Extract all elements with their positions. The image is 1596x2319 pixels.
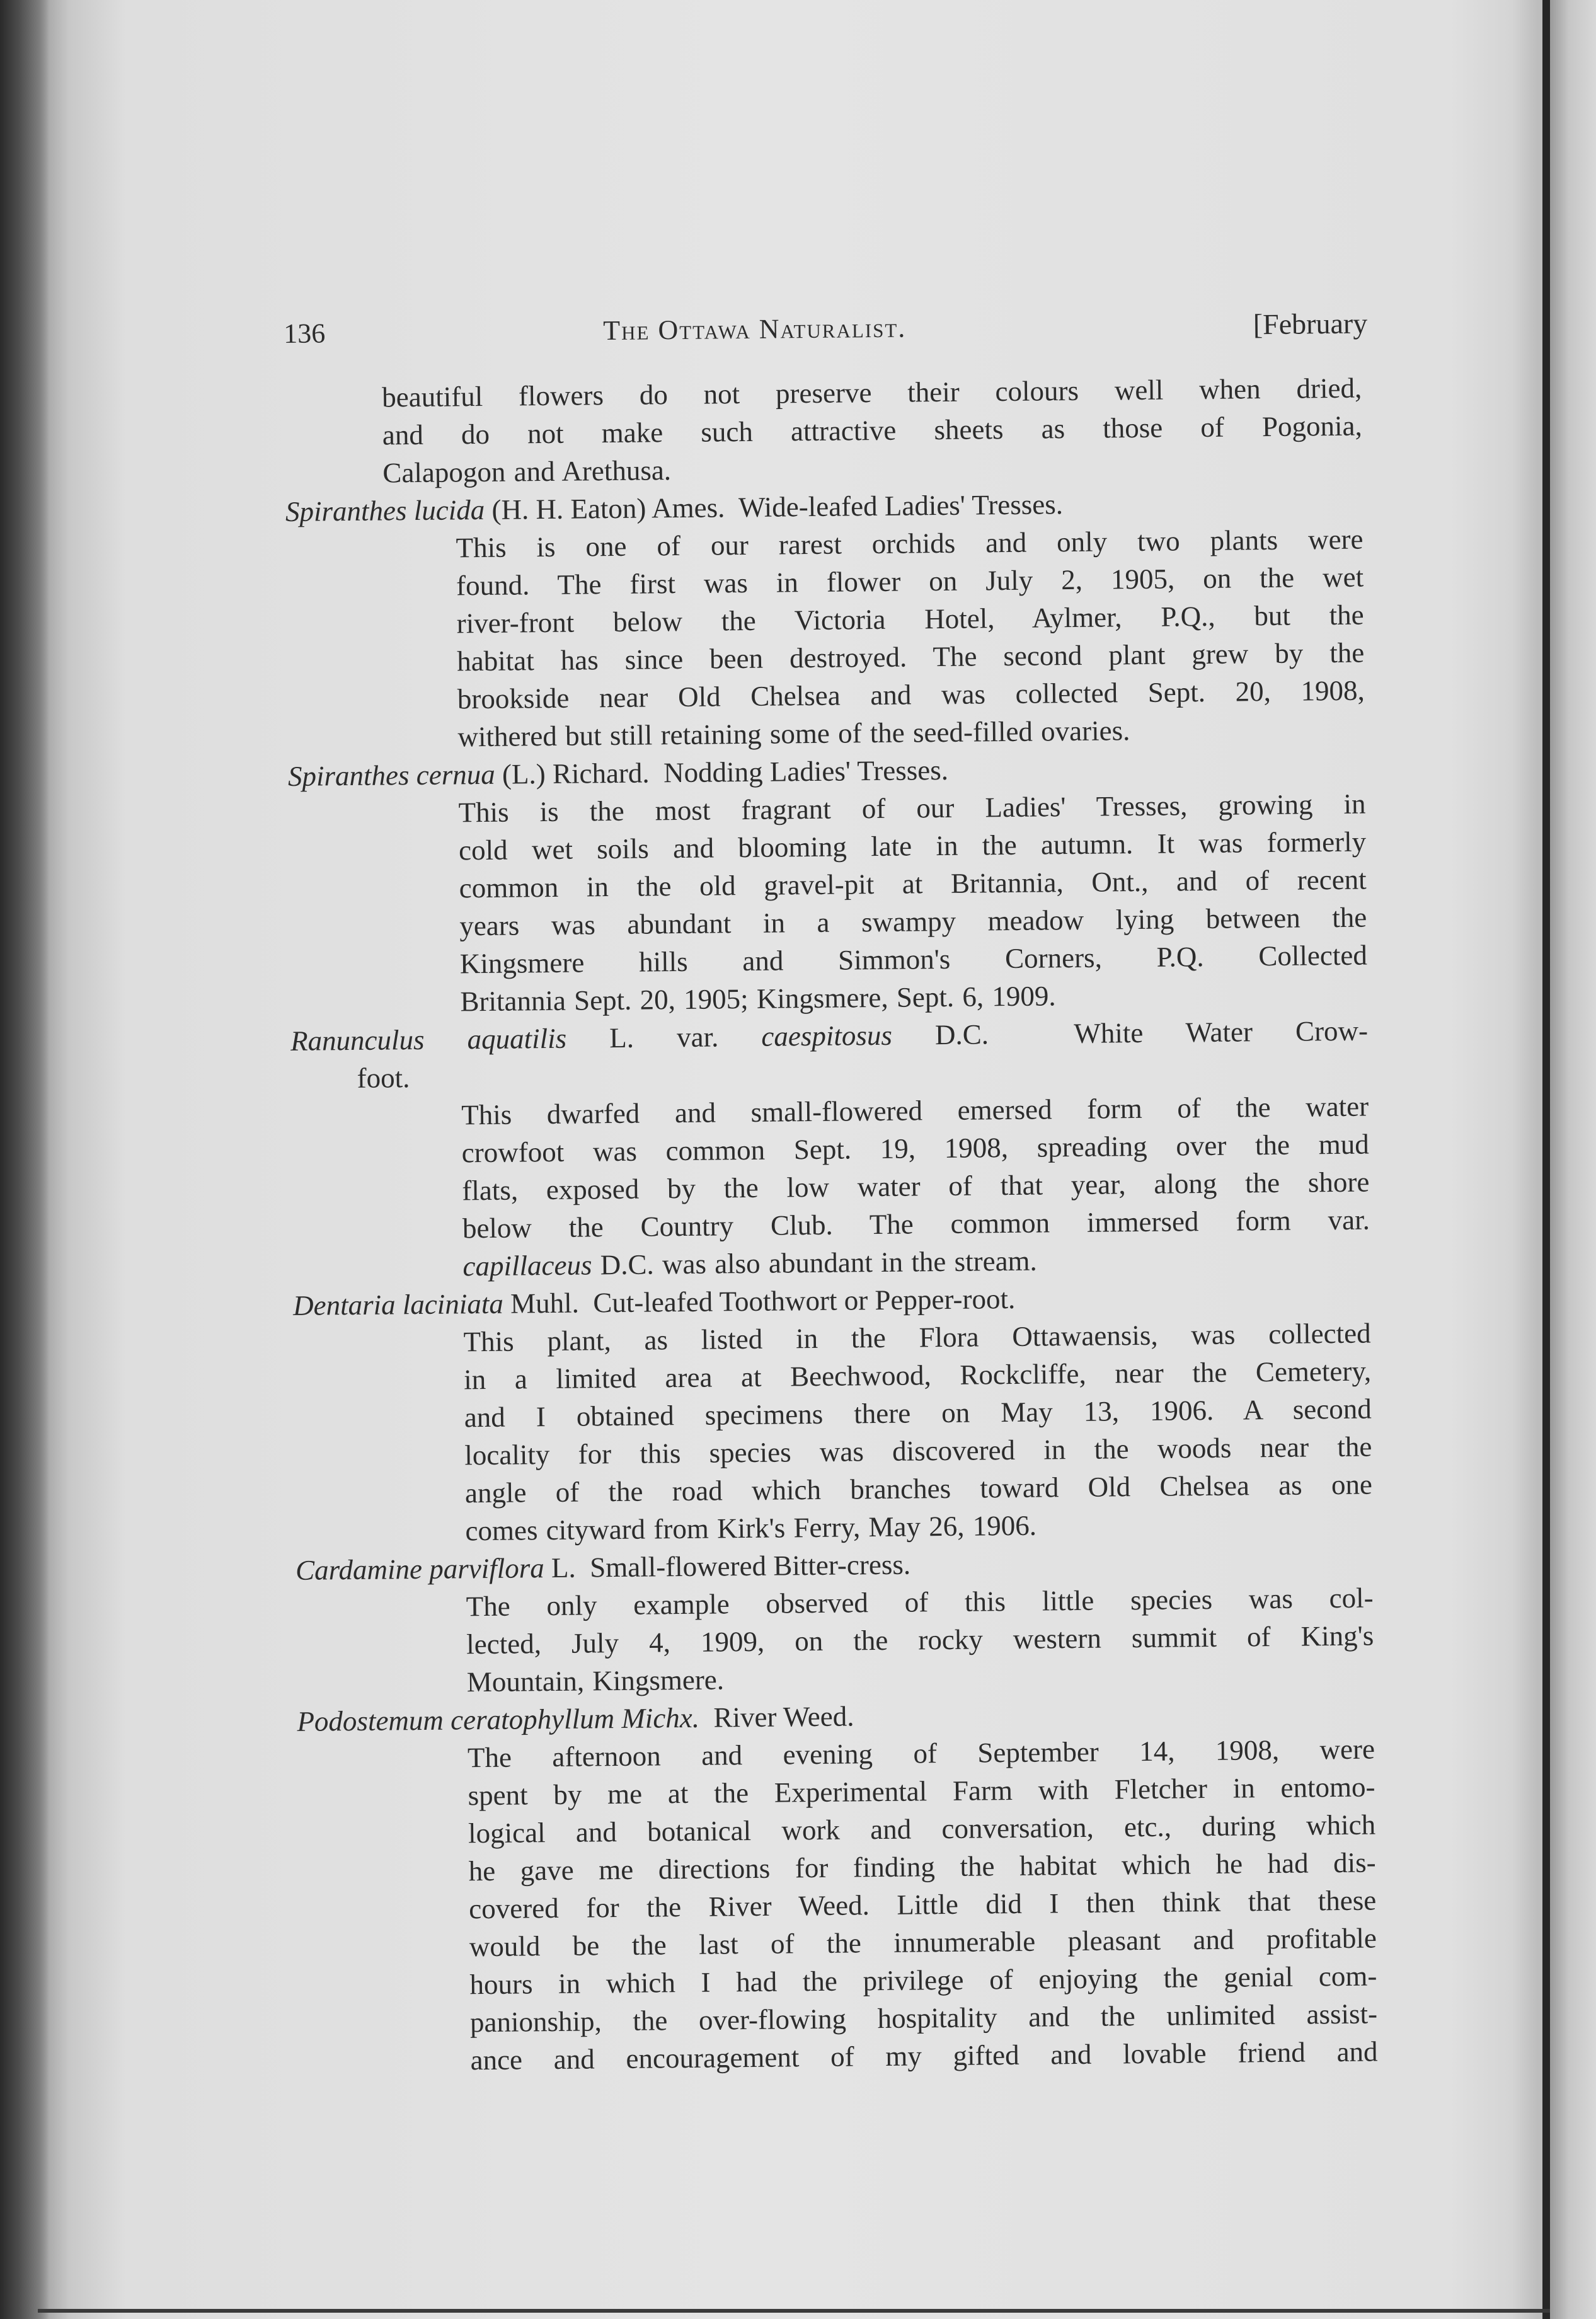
entry-paragraph [391,1315,1372,1551]
text-line: withered but still retaining some of the seed-filled ovaries. [457,715,1130,753]
common-name: Small-flowered Bitter-cress. [589,1548,911,1584]
common-name: Wide-leafed Ladies' Tresses. [738,488,1064,524]
variety-name: caespitosus [761,1019,893,1052]
issue-month: [February [1253,307,1368,341]
page-number: 136 [284,318,326,349]
text-line: crowfoot was common Sept. 19, 1908, spreading over the mud [461,1128,1369,1169]
text-line: habitat has since been destroyed. The second plant grew by the [457,636,1365,677]
bottom-edge-rule [38,2309,1550,2313]
text-line: This is one of our rarest orchids and only two plants were [456,523,1363,564]
entry-paragraph [389,1088,1370,1286]
text-line: would be the last of the innumerable pleasant and profitable [469,1922,1377,1963]
text-line: found. The first was in flower on July 2, 1905, on the wet [456,561,1364,602]
text-line: logical and botanical work and conversation, etc., during which [468,1809,1376,1850]
opening-paragraph [382,369,1363,492]
text-line: The only example observed of this little species was col- [466,1582,1374,1623]
entry-paragraph [383,521,1365,757]
text-line: and I obtained specimens there on May 13, 1906. A second [464,1393,1372,1434]
variety-name: capillaceus [462,1249,592,1282]
species-name: Cardamine parviflora [295,1552,544,1586]
text-line: comes cityward from Kirk's Ferry, May 26, 1906. [465,1509,1037,1547]
page-edge-rule [1542,0,1550,2319]
running-header [284,305,1368,354]
species-authority: L. var. [609,1021,719,1054]
binding-shadow [0,0,49,2319]
species-entry [290,1012,1370,1287]
text-run: D.C. was also abundant in the stream. [600,1245,1038,1281]
journal-title: The Ottawa Naturalist. [603,312,907,347]
text-line: and do not make such attractive sheets as those of Pogonia, [382,410,1363,451]
species-name: Spiranthes cernua [287,758,495,792]
common-name: Nodding Ladies' Tresses. [663,754,949,789]
facing-page-strip [1550,0,1596,2319]
species-authority: L. [551,1551,576,1584]
text-line: Mountain, Kingsmere. [466,1664,725,1698]
page-text [284,305,1378,2081]
species-entry [288,747,1368,1022]
species-name: Podostemum ceratophyllum Michx. [297,1701,700,1737]
common-name: White Water Crow- [1074,1015,1369,1050]
text-line: Kingsmere hills and Simmon's Corners, P.Q. Collected [459,939,1368,980]
text-line: he gave me directions for finding the habitat which he had dis- [468,1846,1376,1887]
text-line: angle of the road which branches toward Old Chelsea as one [464,1468,1373,1509]
species-name: Dentaria laciniata [292,1287,504,1321]
text-line: common in the old gravel-pit at Britannia, Ont., and of recent [459,863,1367,904]
common-name: River Weed. [713,1700,854,1734]
text-line: spent by me at the Experimental Farm with Fletcher in entomo- [468,1771,1375,1812]
species-entry [297,1692,1378,2080]
text-line: below the Country Club. The common immersed form var. [462,1204,1370,1245]
text-line: This dwarfed and small-flowered emersed form of the water [461,1090,1369,1131]
species-authority: (H. H. Eaton) Ames. [491,492,725,526]
text-line: covered for the River Weed. Little did I then think that these [469,1884,1377,1925]
common-name: Cut-leafed Toothwort or Pepper-root. [593,1282,1016,1319]
entry-paragraph [393,1579,1374,1701]
text-line: cold wet soils and blooming late in the autumn. It was formerly [458,826,1367,866]
species-entry [285,483,1365,757]
entry-paragraph [386,785,1367,1021]
entry-paragraph [395,1730,1378,2080]
species-name: Spiranthes lucida [285,493,485,527]
text-line: ance and encouragement of my gifted and lovable friend and [470,2035,1378,2076]
species-entry [293,1277,1373,1551]
variety-authority: D.C. [934,1018,989,1051]
text-line: in a limited area at Beechwood, Rockcliffe, near the Cemetery, [463,1355,1372,1396]
text-line: lected, July 4, 1909, on the rocky western summit of King's [466,1620,1374,1660]
text-line: years was abundant in a swampy meadow lying between the [459,901,1367,942]
species-authority: (L.) Richard. [502,757,650,790]
species-name: Ranunculus aquatilis [290,1022,567,1057]
common-name-continued: foot. [357,1062,410,1094]
text-line: This is the most fragrant of our Ladies' Tresses, growing in [458,788,1366,829]
text-line: The afternoon and evening of September 14, 1908, were [467,1733,1375,1774]
text-line: Calapogon and Arethusa. [382,454,672,489]
text-line: Britannia Sept. 20, 1905; Kingsmere, Sept. 6, 1909. [460,980,1056,1018]
text-line: beautiful flowers do not preserve their colours well when dried, [382,372,1362,413]
text-line: panionship, the over-flowing hospitality and the unlimited assist- [469,1998,1378,2039]
text-line: hours in which I had the privilege of enjoying the genial com- [469,1960,1377,2001]
species-authority: Muhl. [510,1287,580,1320]
text-line: locality for this species was discovered in the woods near the [464,1430,1372,1471]
text-line: brookside near Old Chelsea and was collected Sept. 20, 1908, [457,674,1365,715]
text-line: river-front below the Victoria Hotel, Aylmer, P.Q., but the [456,599,1364,640]
species-entry [296,1541,1374,1702]
text-line: This plant, as listed in the Flora Ottawaensis, was collected [463,1317,1371,1358]
text-line: flats, exposed by the low water of that year, along the shore [462,1166,1370,1207]
